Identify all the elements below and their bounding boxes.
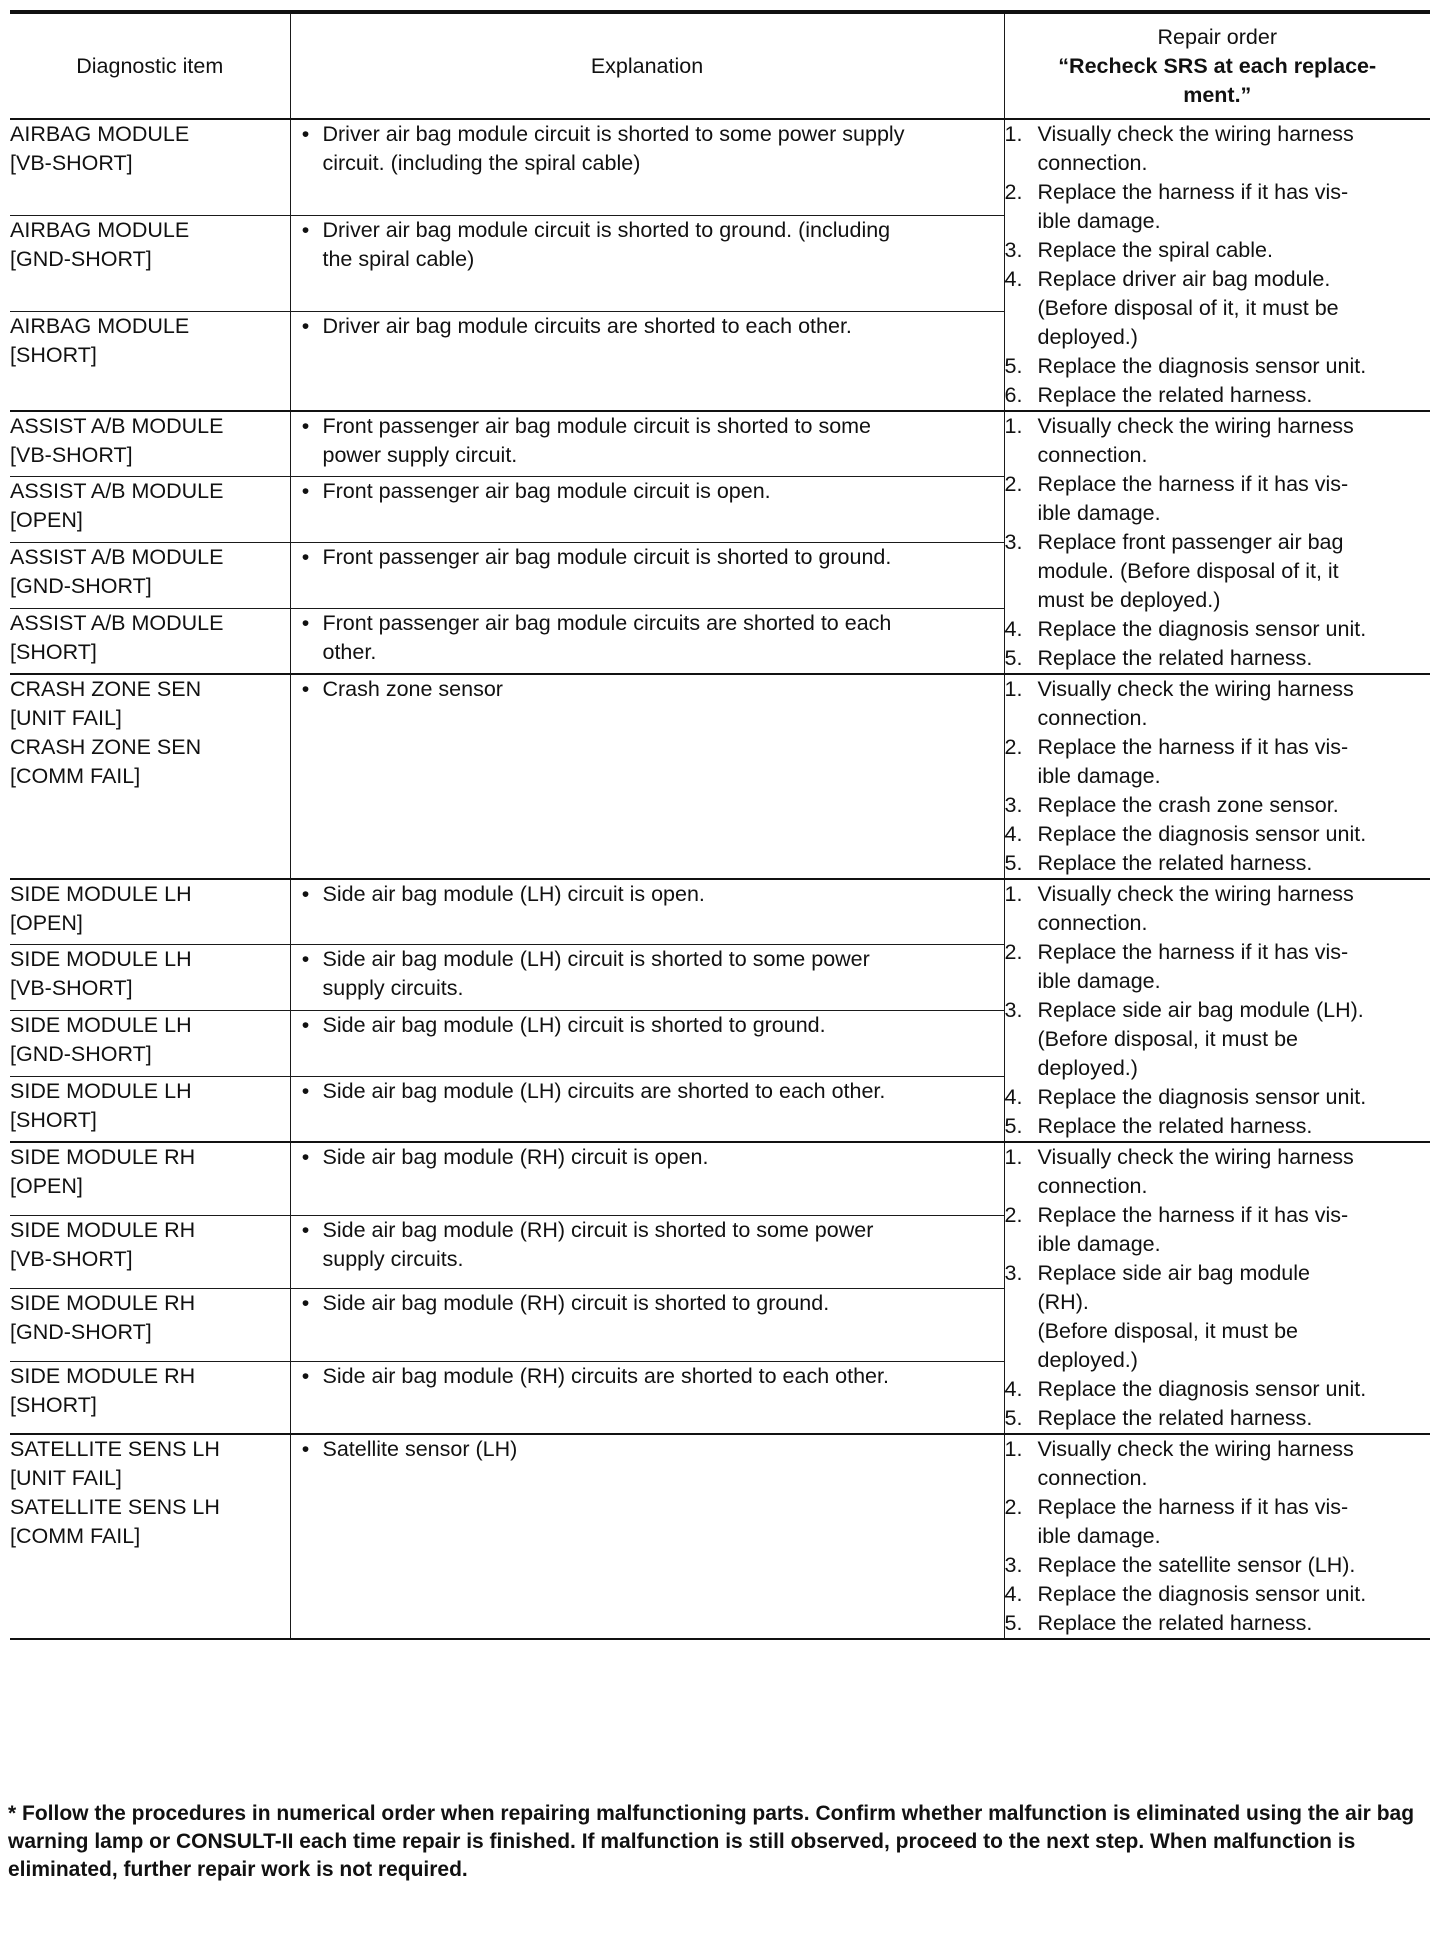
explanation-bullet-item	[291, 1143, 1004, 1172]
repair-step	[1005, 178, 1431, 236]
repair-step-line: Replace the related harness.	[1037, 851, 1313, 875]
bullet-icon: •	[301, 1290, 310, 1315]
diagnostic-item-line: [UNIT FAIL]	[10, 1466, 122, 1490]
repair-step-line: Replace the related harness.	[1037, 1406, 1313, 1430]
diagnostic-item-line: [COMM FAIL]	[10, 764, 141, 788]
repair-order-cell	[1004, 674, 1430, 879]
repair-step-line: Replace the harness if it has vis-	[1037, 735, 1349, 759]
diagnostic-item-line: SIDE MODULE RH	[10, 1363, 196, 1388]
repair-step	[1005, 1143, 1431, 1201]
explanation-line: power supply circuit.	[322, 443, 518, 467]
repair-step-line: Visually check the wiring harness	[1037, 882, 1354, 906]
repair-step-line: Replace the diagnosis sensor unit.	[1037, 1377, 1367, 1401]
repair-step-line: Replace the harness if it has vis-	[1037, 940, 1349, 964]
repair-step-number: 5.	[1004, 354, 1023, 378]
diagnostic-item-cell	[10, 1011, 290, 1077]
explanation-line: Front passenger air bag module circuits are shorted to each	[322, 610, 892, 635]
explanation-cell	[290, 1142, 1004, 1215]
diagnostic-item-line: ASSIST A/B MODULE	[10, 414, 224, 438]
diagnostic-item-line: [GND-SHORT]	[10, 246, 152, 271]
repair-step	[1005, 236, 1431, 265]
diagnostic-item-line: [VB-SHORT]	[10, 976, 133, 1001]
diagnostic-item-cell	[10, 674, 290, 879]
repair-order-cell	[1004, 1142, 1430, 1434]
explanation-bullet-item	[291, 1435, 1004, 1464]
repair-step-number: 5.	[1004, 646, 1023, 670]
header-diagnostic-item: Diagnostic item	[10, 12, 290, 119]
repair-step-number: 2.	[1004, 735, 1023, 759]
repair-step	[1005, 120, 1431, 178]
repair-step-number: 4.	[1004, 617, 1023, 641]
explanation-line: Side air bag module (RH) circuits are shorted to each other.	[322, 1363, 889, 1388]
bullet-icon: •	[301, 1078, 310, 1103]
explanation-line: Satellite sensor (LH)	[322, 1437, 518, 1461]
diagnostic-item-line: [SHORT]	[10, 1392, 97, 1417]
explanation-line: Side air bag module (LH) circuit is shorted to some power	[322, 947, 870, 972]
bullet-icon: •	[301, 1217, 310, 1242]
repair-step-line: deployed.)	[1037, 1056, 1138, 1080]
explanation-cell	[290, 311, 1004, 411]
repair-order-cell	[1004, 411, 1430, 674]
diagnostic-item-line: [GND-SHORT]	[10, 574, 152, 598]
bullet-icon: •	[301, 414, 310, 438]
diagnostic-item-line: [OPEN]	[10, 911, 83, 935]
diagnostic-item-cell	[10, 1076, 290, 1142]
bullet-icon: •	[301, 545, 310, 569]
repair-step-line: Replace the harness if it has vis-	[1037, 180, 1349, 204]
diagnostic-item-line: [SHORT]	[10, 639, 97, 664]
repair-step-line: Visually check the wiring harness	[1037, 677, 1354, 701]
repair-step-line: (Before disposal, it must be	[1037, 1319, 1299, 1343]
repair-step	[1005, 1435, 1431, 1493]
bullet-icon: •	[301, 1437, 310, 1461]
explanation-line: supply circuits.	[322, 1246, 464, 1271]
header-repair-order-note-line2: ment.”	[1183, 82, 1252, 107]
repair-step-number: 1.	[1004, 677, 1023, 701]
repair-step-number: 1.	[1004, 414, 1023, 438]
repair-step-line: deployed.)	[1037, 1348, 1138, 1372]
table-row	[10, 1434, 1430, 1639]
explanation-cell	[290, 1011, 1004, 1077]
explanation-line: Driver air bag module circuit is shorted to ground. (including	[322, 217, 891, 242]
explanation-cell	[290, 879, 1004, 945]
repair-step	[1005, 1404, 1431, 1433]
repair-step-number: 2.	[1004, 1495, 1023, 1519]
explanation-bullet-item	[291, 1362, 1004, 1391]
diagnostic-item-cell	[10, 608, 290, 674]
header-repair-order-title: Repair order	[1157, 24, 1277, 49]
bullet-icon: •	[301, 1145, 310, 1169]
repair-step-number: 1.	[1004, 1145, 1023, 1169]
repair-step-line: Visually check the wiring harness	[1037, 414, 1354, 438]
repair-steps-list	[1005, 675, 1431, 878]
repair-step	[1005, 381, 1431, 410]
explanation-cell	[290, 674, 1004, 879]
explanation-cell	[290, 1076, 1004, 1142]
diagnostic-item-line: SIDE MODULE RH	[10, 1145, 196, 1169]
repair-step-line: Replace the diagnosis sensor unit.	[1037, 1582, 1367, 1606]
repair-step-line: module. (Before disposal of it, it	[1037, 559, 1339, 583]
repair-step	[1005, 470, 1431, 528]
explanation-bullet-item	[291, 477, 1004, 506]
repair-step-number: 4.	[1004, 1377, 1023, 1401]
repair-step-number: 1.	[1004, 882, 1023, 906]
explanation-bullet-item	[291, 216, 1004, 274]
diagnostic-item-line: SATELLITE SENS LH	[10, 1495, 220, 1519]
explanation-cell	[290, 215, 1004, 311]
diagnostic-item-cell	[10, 311, 290, 411]
diagnostic-item-line: [GND-SHORT]	[10, 1042, 152, 1066]
repair-step-number: 2.	[1004, 940, 1023, 964]
repair-step-line: Replace the spiral cable.	[1037, 238, 1273, 262]
footnote: * Follow the procedures in numerical order when repairing malfunctioning parts. Confirm whether malfunction is eliminated using the air bag warning lamp or CONSULT-II each time repair is finished. If malfunction is still observed, proceed to the next step. When malfunction is eliminated, further repair work is not required.	[8, 1802, 1415, 1881]
repair-step	[1005, 1083, 1431, 1112]
diagnostic-item-line: [VB-SHORT]	[10, 151, 133, 175]
diagnostic-item-line: [SHORT]	[10, 342, 97, 367]
diagnostic-item-cell	[10, 215, 290, 311]
repair-step-number: 2.	[1004, 472, 1023, 496]
explanation-cell	[290, 1434, 1004, 1639]
repair-step	[1005, 820, 1431, 849]
bullet-icon: •	[301, 313, 310, 338]
diagnostic-item-cell	[10, 1361, 290, 1434]
table-row	[10, 411, 1430, 477]
explanation-line: Driver air bag module circuit is shorted to some power supply	[322, 122, 905, 146]
explanation-line: other.	[322, 639, 377, 664]
header-repair-order-note-line1: “Recheck SRS at each replace-	[1058, 53, 1377, 78]
explanation-line: Side air bag module (LH) circuits are shorted to each other.	[322, 1078, 886, 1103]
diagnostic-item-cell	[10, 1142, 290, 1215]
repair-step-line: Replace the crash zone sensor.	[1037, 793, 1339, 817]
repair-step-number: 3.	[1004, 998, 1023, 1022]
repair-step-line: connection.	[1037, 1174, 1148, 1198]
diagnostic-item-cell	[10, 1215, 290, 1288]
explanation-line: Front passenger air bag module circuit is shorted to some	[322, 414, 872, 438]
table-header	[10, 12, 1430, 119]
repair-step	[1005, 996, 1431, 1083]
repair-step-line: (Before disposal of it, it must be	[1037, 296, 1339, 320]
diagnostic-item-line: [OPEN]	[10, 1174, 83, 1198]
table-row	[10, 879, 1430, 945]
explanation-line: Side air bag module (LH) circuit is shorted to ground.	[322, 1013, 826, 1037]
repair-steps-list	[1005, 880, 1431, 1141]
diagnostic-item-line: SIDE MODULE RH	[10, 1217, 196, 1242]
diagnostic-item-line: SIDE MODULE LH	[10, 1013, 192, 1037]
repair-step	[1005, 791, 1431, 820]
repair-step	[1005, 849, 1431, 878]
repair-step-line: Replace the related harness.	[1037, 383, 1313, 407]
repair-step	[1005, 880, 1431, 938]
explanation-bullet-item	[291, 1077, 1004, 1106]
repair-step	[1005, 1580, 1431, 1609]
table-row	[10, 674, 1430, 879]
diagnostic-item-line: CRASH ZONE SEN	[10, 677, 202, 701]
repair-order-cell	[1004, 879, 1430, 1142]
repair-step-number: 4.	[1004, 1085, 1023, 1109]
repair-step-number: 3.	[1004, 1553, 1023, 1577]
explanation-line: Front passenger air bag module circuit is open.	[322, 479, 771, 504]
repair-step-line: ible damage.	[1037, 1524, 1161, 1548]
bullet-icon: •	[301, 610, 310, 635]
repair-step	[1005, 1551, 1431, 1580]
repair-step-number: 4.	[1004, 267, 1023, 291]
bullet-icon: •	[301, 1013, 310, 1037]
repair-step-number: 2.	[1004, 180, 1023, 204]
explanation-cell	[290, 543, 1004, 609]
diagnostic-item-line: ASSIST A/B MODULE	[10, 479, 224, 504]
diagnostic-item-cell	[10, 411, 290, 477]
header-repair-order	[1004, 12, 1430, 119]
repair-step-number: 3.	[1004, 238, 1023, 262]
diagnostic-item-cell	[10, 119, 290, 215]
repair-step-line: Visually check the wiring harness	[1037, 1145, 1354, 1169]
header-row	[10, 12, 1430, 119]
repair-step-number: 3.	[1004, 1261, 1023, 1285]
explanation-cell	[290, 945, 1004, 1011]
repair-steps-list	[1005, 1143, 1431, 1433]
repair-step-line: connection.	[1037, 443, 1148, 467]
repair-step-number: 4.	[1004, 822, 1023, 846]
diagnostic-item-cell	[10, 1434, 290, 1639]
repair-step-line: Replace side air bag module	[1037, 1261, 1310, 1285]
diagnostic-item-line: ASSIST A/B MODULE	[10, 610, 224, 635]
repair-step-line: (RH).	[1037, 1290, 1089, 1314]
repair-step-line: ible damage.	[1037, 501, 1161, 525]
diagnostic-item-line: AIRBAG MODULE	[10, 217, 190, 242]
repair-step	[1005, 1259, 1431, 1375]
repair-step-line: Replace side air bag module (LH).	[1037, 998, 1364, 1022]
explanation-bullet-item	[291, 120, 1004, 178]
bullet-icon: •	[301, 1363, 310, 1388]
repair-step	[1005, 1609, 1431, 1638]
diagnostic-item-line: [GND-SHORT]	[10, 1319, 152, 1344]
explanation-line: Side air bag module (RH) circuit is shorted to some power	[322, 1217, 874, 1242]
repair-step	[1005, 938, 1431, 996]
explanation-bullet-item	[291, 543, 1004, 572]
repair-step-line: Replace the harness if it has vis-	[1037, 1495, 1349, 1519]
explanation-bullet-item	[291, 945, 1004, 1003]
repair-step	[1005, 675, 1431, 733]
repair-step-line: connection.	[1037, 911, 1148, 935]
explanation-line: Driver air bag module circuits are shorted to each other.	[322, 313, 852, 338]
explanation-bullet-item	[291, 312, 1004, 341]
explanation-cell	[290, 1215, 1004, 1288]
repair-step-number: 5.	[1004, 1406, 1023, 1430]
bullet-icon: •	[301, 677, 310, 701]
diagnostic-item-cell	[10, 1288, 290, 1361]
explanation-line: Crash zone sensor	[322, 677, 503, 701]
explanation-line: the spiral cable)	[322, 246, 475, 271]
repair-step-line: Replace the harness if it has vis-	[1037, 472, 1349, 496]
explanation-line: Front passenger air bag module circuit is shorted to ground.	[322, 545, 892, 569]
explanation-bullet-item	[291, 609, 1004, 667]
repair-step-line: Visually check the wiring harness	[1037, 122, 1354, 146]
repair-step	[1005, 412, 1431, 470]
diagnostic-item-line: [COMM FAIL]	[10, 1524, 141, 1548]
diagnostic-item-line: ASSIST A/B MODULE	[10, 545, 224, 569]
diagnostic-item-line: SIDE MODULE LH	[10, 882, 192, 906]
repair-step-line: Replace the related harness.	[1037, 646, 1313, 670]
explanation-bullet-item	[291, 1011, 1004, 1040]
explanation-cell	[290, 411, 1004, 477]
repair-step-line: ible damage.	[1037, 969, 1161, 993]
explanation-cell	[290, 1288, 1004, 1361]
explanation-line: Side air bag module (LH) circuit is open.	[322, 882, 705, 906]
repair-step-number: 3.	[1004, 793, 1023, 817]
diagnostic-item-line: SATELLITE SENS LH	[10, 1437, 220, 1461]
diagnostic-item-line: [VB-SHORT]	[10, 443, 133, 467]
repair-step-line: connection.	[1037, 151, 1148, 175]
repair-step-line: ible damage.	[1037, 1232, 1161, 1256]
diagnostic-item-line: [UNIT FAIL]	[10, 706, 122, 730]
repair-step-number: 3.	[1004, 530, 1023, 554]
diagnostic-item-line: CRASH ZONE SEN	[10, 735, 202, 759]
repair-steps-list	[1005, 412, 1431, 673]
bullet-icon: •	[301, 479, 310, 504]
repair-order-cell	[1004, 119, 1430, 411]
repair-step-number: 4.	[1004, 1582, 1023, 1606]
explanation-bullet-item	[291, 880, 1004, 909]
repair-step-line: connection.	[1037, 1466, 1148, 1490]
explanation-bullet-item	[291, 412, 1004, 470]
repair-step	[1005, 733, 1431, 791]
diagnostic-table	[10, 10, 1430, 1640]
repair-step-line: Replace front passenger air bag	[1037, 530, 1344, 554]
explanation-line: supply circuits.	[322, 976, 464, 1001]
table-body	[10, 119, 1430, 1639]
diagnostic-item-line: AIRBAG MODULE	[10, 122, 190, 146]
repair-step	[1005, 528, 1431, 615]
repair-step-line: ible damage.	[1037, 764, 1161, 788]
header-explanation: Explanation	[290, 12, 1004, 119]
repair-step-number: 5.	[1004, 851, 1023, 875]
table-row	[10, 1142, 1430, 1215]
repair-step	[1005, 644, 1431, 673]
repair-step-number: 5.	[1004, 1611, 1023, 1635]
explanation-cell	[290, 1361, 1004, 1434]
repair-step-line: Replace the diagnosis sensor unit.	[1037, 354, 1367, 378]
repair-step-line: Replace the satellite sensor (LH).	[1037, 1553, 1356, 1577]
repair-step-line: Replace the harness if it has vis-	[1037, 1203, 1349, 1227]
explanation-bullet-item	[291, 1216, 1004, 1274]
explanation-cell	[290, 477, 1004, 543]
diagnostic-item-line: SIDE MODULE LH	[10, 947, 192, 972]
diagnostic-item-line: SIDE MODULE LH	[10, 1078, 192, 1103]
repair-step-line: ible damage.	[1037, 209, 1161, 233]
explanation-bullet-item	[291, 1289, 1004, 1318]
bullet-icon: •	[301, 882, 310, 906]
explanation-line: Side air bag module (RH) circuit is shorted to ground.	[322, 1290, 830, 1315]
repair-step-line: Visually check the wiring harness	[1037, 1437, 1354, 1461]
repair-step	[1005, 265, 1431, 352]
repair-step-number: 6.	[1004, 383, 1023, 407]
diagnostic-item-line: [VB-SHORT]	[10, 1246, 133, 1271]
repair-step-line: Replace the diagnosis sensor unit.	[1037, 1085, 1367, 1109]
repair-step	[1005, 615, 1431, 644]
diagnostic-item-line: SIDE MODULE RH	[10, 1290, 196, 1315]
diagnostic-item-line: AIRBAG MODULE	[10, 313, 190, 338]
repair-step	[1005, 352, 1431, 381]
bullet-icon: •	[301, 947, 310, 972]
repair-step-line: connection.	[1037, 706, 1148, 730]
repair-step-number: 2.	[1004, 1203, 1023, 1227]
repair-step	[1005, 1375, 1431, 1404]
repair-step-line: Replace driver air bag module.	[1037, 267, 1331, 291]
repair-order-cell	[1004, 1434, 1430, 1639]
explanation-cell	[290, 608, 1004, 674]
repair-step-line: Replace the diagnosis sensor unit.	[1037, 822, 1367, 846]
repair-steps-list	[1005, 1435, 1431, 1638]
diagnostic-item-cell	[10, 945, 290, 1011]
diagnostic-item-line: [OPEN]	[10, 508, 83, 533]
bullet-icon: •	[301, 122, 310, 146]
bullet-icon: •	[301, 217, 310, 242]
diagnostic-item-line: [SHORT]	[10, 1107, 97, 1132]
table-row	[10, 119, 1430, 215]
explanation-bullet-item	[291, 675, 1004, 704]
repair-step-line: must be deployed.)	[1037, 588, 1221, 612]
explanation-cell	[290, 119, 1004, 215]
explanation-line: circuit. (including the spiral cable)	[322, 151, 641, 175]
repair-step	[1005, 1493, 1431, 1551]
repair-step-line: Replace the related harness.	[1037, 1114, 1313, 1138]
repair-step-number: 5.	[1004, 1114, 1023, 1138]
repair-step-line: (Before disposal, it must be	[1037, 1027, 1299, 1051]
diagnostic-item-cell	[10, 543, 290, 609]
diagnostic-item-cell	[10, 879, 290, 945]
repair-step-line: deployed.)	[1037, 325, 1138, 349]
repair-step-number: 1.	[1004, 1437, 1023, 1461]
repair-step-line: Replace the diagnosis sensor unit.	[1037, 617, 1367, 641]
diagnostic-item-cell	[10, 477, 290, 543]
explanation-line: Side air bag module (RH) circuit is open.	[322, 1145, 709, 1169]
repair-step	[1005, 1201, 1431, 1259]
repair-step	[1005, 1112, 1431, 1141]
repair-step-line: Replace the related harness.	[1037, 1611, 1313, 1635]
repair-step-number: 1.	[1004, 122, 1023, 146]
repair-steps-list	[1005, 120, 1431, 410]
